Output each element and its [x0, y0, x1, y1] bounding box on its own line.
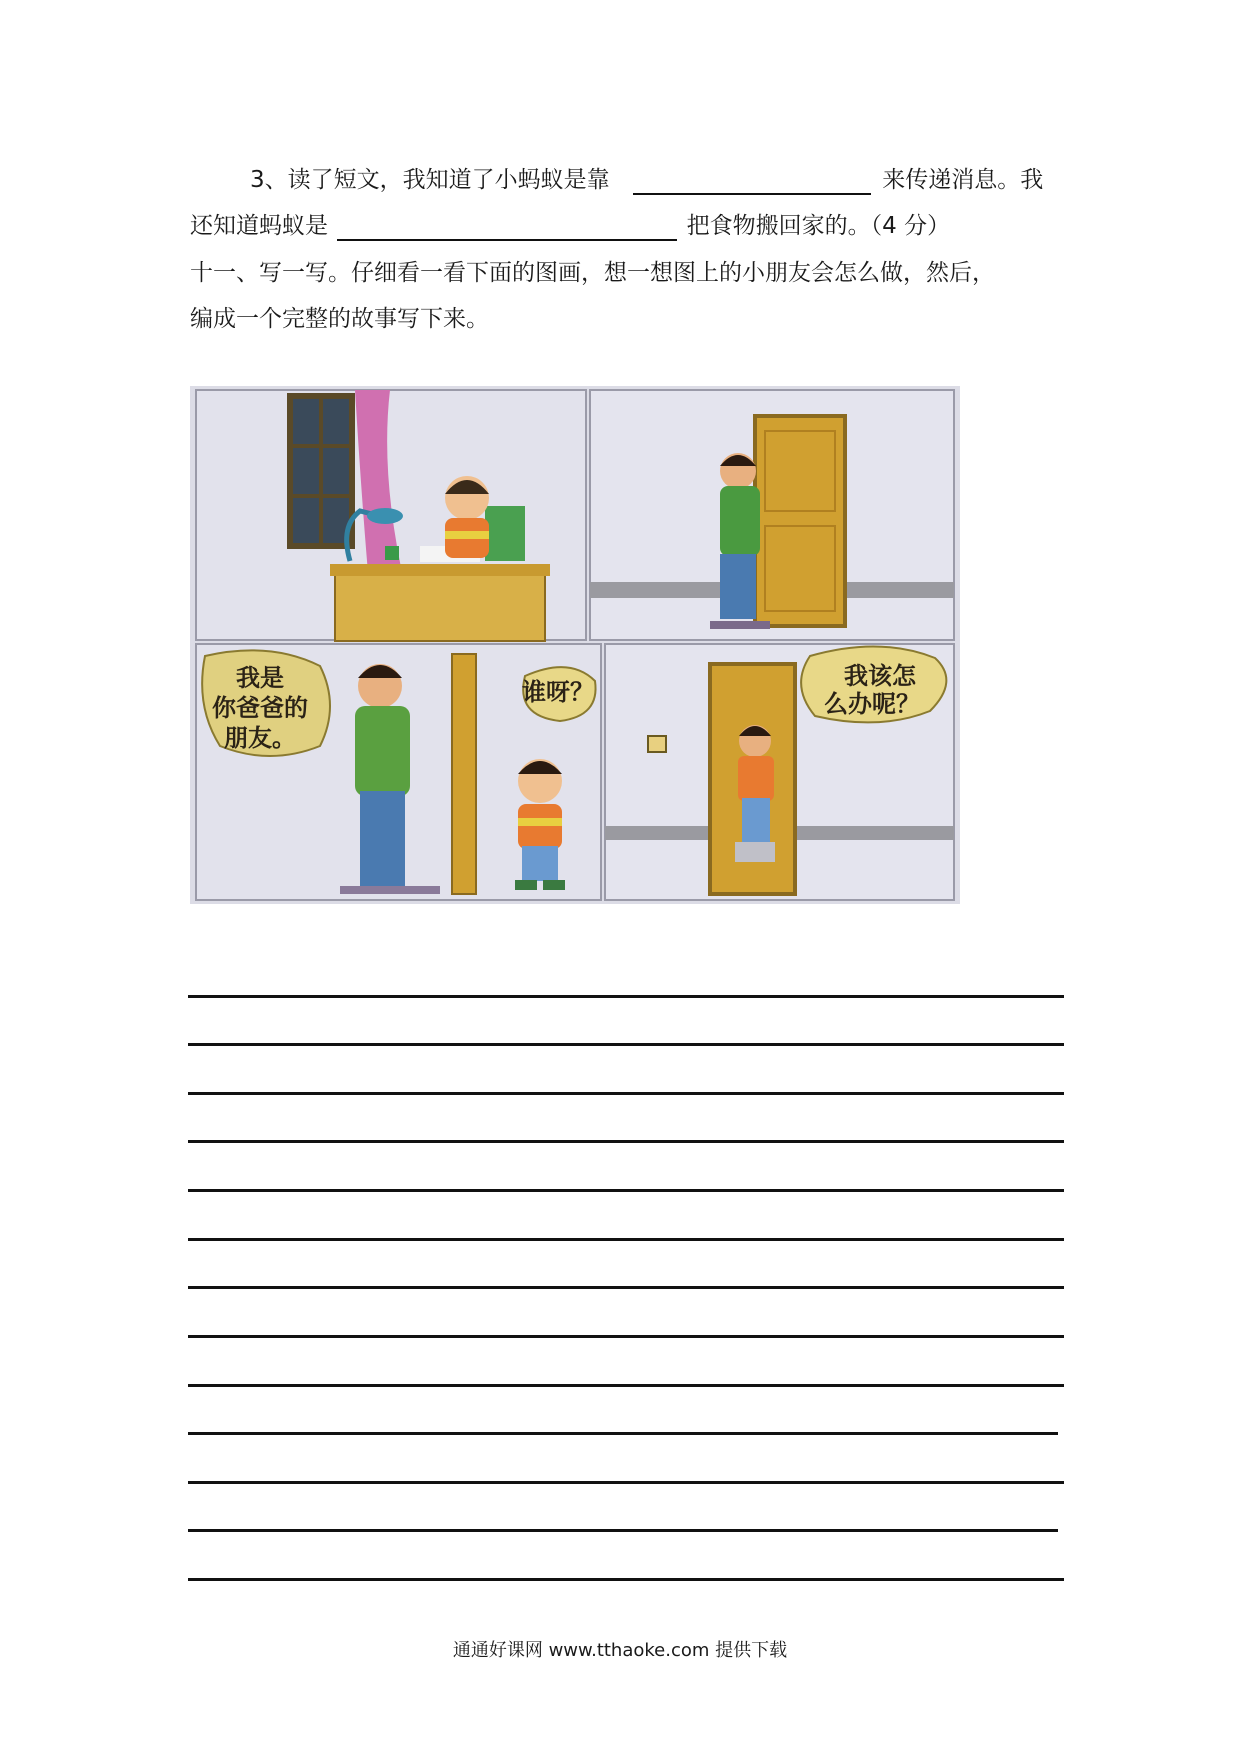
- writing-line[interactable]: [188, 1140, 1064, 1143]
- footer-text: 通通好课网 www.tthaoke.com 提供下载: [452, 1640, 788, 1661]
- panel-2: [590, 390, 954, 640]
- answer-blank-1[interactable]: [633, 167, 871, 195]
- comic-illustration: [190, 386, 960, 904]
- writing-line[interactable]: [188, 1384, 1064, 1387]
- writing-line[interactable]: [188, 1578, 1064, 1581]
- question3-line1-prefix: 3、读了短文，我知道了小蚂蚁是靠: [250, 167, 610, 193]
- section11-instruction-line2: 编成一个完整的故事写下来。: [190, 306, 489, 332]
- writing-line[interactable]: [188, 1286, 1064, 1289]
- bubble-think-line1: 我该怎: [844, 661, 916, 690]
- panel-4: [605, 644, 954, 900]
- bubble-friend-line2: 你爸爸的: [212, 693, 308, 722]
- comic-svg: [190, 386, 960, 904]
- bubble-friend-line1: 我是: [236, 663, 284, 692]
- writing-line[interactable]: [188, 1189, 1064, 1192]
- bubble-friend-line3: 朋友。: [224, 723, 296, 752]
- bubble-who-text: 谁呀？: [522, 677, 594, 706]
- question3-line2-prefix: 还知道蚂蚁是: [190, 213, 328, 239]
- bubble-think-line2: 么办呢？: [824, 689, 920, 718]
- writing-line[interactable]: [188, 1335, 1064, 1338]
- question3-line1: [250, 165, 1043, 195]
- writing-line[interactable]: [188, 1043, 1064, 1046]
- writing-line[interactable]: [188, 1481, 1064, 1484]
- panel-1: [196, 390, 586, 641]
- writing-line[interactable]: [188, 1238, 1064, 1241]
- panel-3: [196, 644, 601, 900]
- writing-line[interactable]: [188, 1432, 1058, 1435]
- writing-line[interactable]: [188, 1092, 1064, 1095]
- answer-blank-2[interactable]: [337, 213, 677, 241]
- question3-line2-suffix: 把食物搬回家的。（4 分）: [686, 213, 951, 239]
- writing-line[interactable]: [188, 1529, 1058, 1532]
- section11-instruction-line1: 十一、写一写。仔细看一看下面的图画，想一想图上的小朋友会怎么做，然后，: [190, 260, 995, 286]
- writing-line[interactable]: [188, 995, 1064, 998]
- question3-line1-suffix: 来传递消息。我: [882, 167, 1044, 193]
- question3-line2: [190, 211, 950, 241]
